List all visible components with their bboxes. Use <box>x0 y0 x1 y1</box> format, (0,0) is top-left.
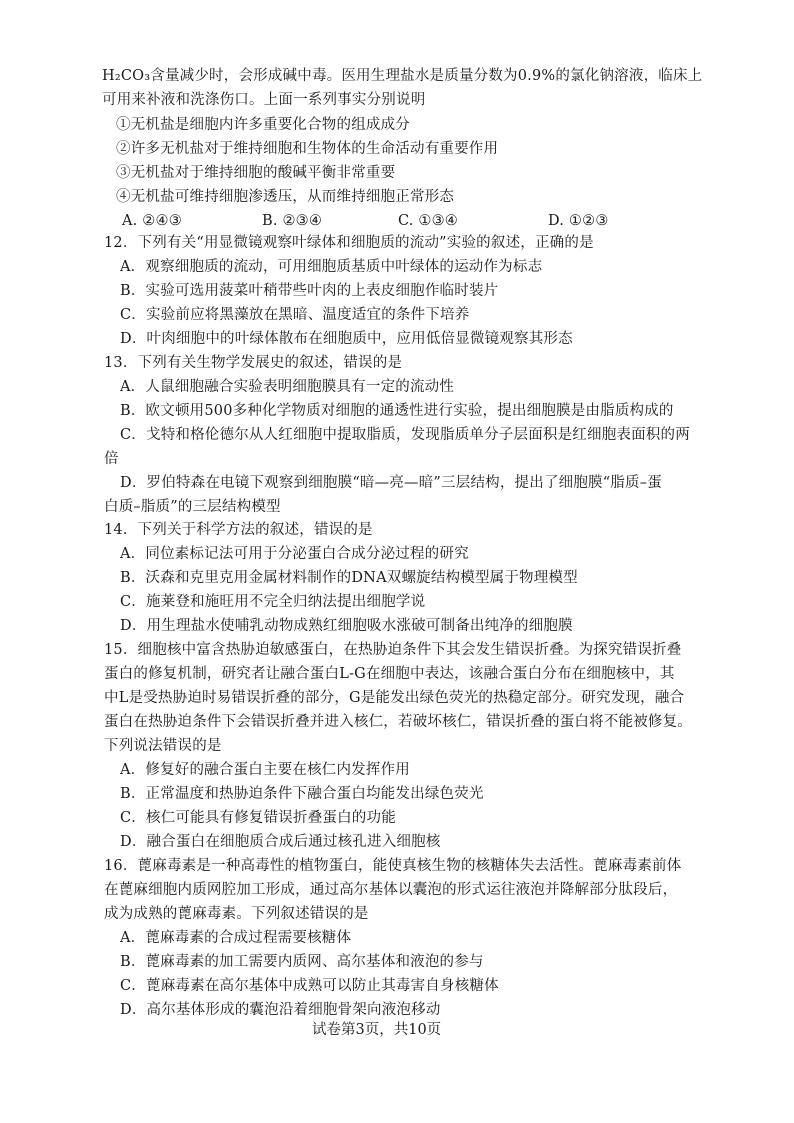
q15-stem-line-3: 中L是受热胁迫时易错误折叠的部分，G是能发出绿色荧光的热稳定部分。研究发现，融合 <box>104 690 685 706</box>
q12-option-b: B．实验可选用菠菜叶稍带些叶肉的上表皮细胞作临时装片 <box>120 283 499 299</box>
q13-option-b: B．欧文顿用500多种化学物质对细胞的通透性进行实验，提出细胞膜是由脂质构成的 <box>120 403 674 419</box>
q13-option-c-line-2: 倍 <box>104 451 119 467</box>
q12-option-d: D．叶肉细胞中的叶绿体散布在细胞质中，应用低倍显微镜观察其形态 <box>120 331 573 347</box>
q15-option-d: D．融合蛋白在细胞质合成后通过核孔进入细胞核 <box>120 834 441 850</box>
q11-statement-3: ③无机盐对于维持细胞的酸碱平衡非常重要 <box>116 165 396 181</box>
q12-option-a: A．观察细胞质的流动，可用细胞质基质中叶绿体的运动作为标志 <box>120 259 543 275</box>
q16-option-c: C．蓖麻毒素在高尔基体中成熟可以防止其毒害自身核糖体 <box>120 978 499 994</box>
q15-option-c: C．核仁可能具有修复错误折叠蛋白的功能 <box>120 810 396 826</box>
q13-option-a: A．人鼠细胞融合实验表明细胞膜具有一定的流动性 <box>120 379 455 395</box>
q15-stem-line-4: 蛋白在热胁迫条件下会错误折叠并进入核仁，若破坏核仁，错误折叠的蛋白将不能被修复。 <box>104 714 692 730</box>
q14-option-d: D．用生理盐水使哺乳动物成熟红细胞吸水涨破可制备出纯净的细胞膜 <box>120 618 573 634</box>
q16-option-d: D．高尔基体形成的囊泡沿着细胞骨架向液泡移动 <box>120 1002 441 1018</box>
q16-option-a: A．蓖麻毒素的合成过程需要核糖体 <box>120 930 352 946</box>
q15-option-b: B．正常温度和热胁迫条件下融合蛋白均能发出绿色荧光 <box>120 786 484 802</box>
q11-option-b: B. ②③④ <box>262 213 323 229</box>
q11-option-d: D. ①②③ <box>548 213 609 229</box>
q14-stem: 14．下列关于科学方法的叙述，错误的是 <box>104 522 373 538</box>
q15-stem-line-1: 15．细胞核中富含热胁迫敏感蛋白，在热胁迫条件下其会发生错误折叠。为探究错误折叠 <box>104 642 682 658</box>
q11-statement-1: ①无机盐是细胞内许多重要化合物的组成成分 <box>116 117 410 133</box>
q11-option-a: A. ②④③ <box>122 213 182 229</box>
q11-statement-4: ④无机盐可维持细胞渗透压，从而维持细胞正常形态 <box>116 189 455 205</box>
q16-stem-line-1: 16．蓖麻毒素是一种高毒性的植物蛋白，能使真核生物的核糖体失去活性。蓖麻毒素前体 <box>104 858 682 874</box>
q11-text-line-2: 可用来补液和洗涤伤口。上面一系列事实分别说明 <box>102 92 426 108</box>
q11-statement-2: ②许多无机盐对于维持细胞和生物体的生命活动有重要作用 <box>116 141 499 157</box>
q11-text-line-1: H₂CO₃含量减少时，会形成碱中毒。医用生理盐水是质量分数为0.9%的氯化钠溶液，临床上 <box>102 68 703 84</box>
q13-stem: 13．下列有关生物学发展史的叙述，错误的是 <box>104 355 403 371</box>
q14-option-c: C．施莱登和施旺用不完全归纳法提出细胞学说 <box>120 594 426 610</box>
q13-option-d-line-1: D．罗伯特森在电镜下观察到细胞膜“暗—亮—暗”三层结构，提出了细胞膜“脂质–蛋 <box>120 475 662 491</box>
page-footer: 试卷第3页，共10页 <box>312 1022 442 1038</box>
q11-option-c: C. ①③④ <box>398 213 458 229</box>
q13-option-d-line-2: 白质–脂质”的三层结构模型 <box>104 499 281 515</box>
q13-option-c-line-1: C．戈特和格伦德尔从人红细胞中提取脂质，发现脂质单分子层面积是红细胞表面积的两 <box>120 427 690 443</box>
q16-stem-line-3: 成为成熟的蓖麻毒素。下列叙述错误的是 <box>104 906 369 922</box>
q15-stem-line-5: 下列说法错误的是 <box>104 738 222 754</box>
q16-option-b: B．蓖麻毒素的加工需要内质网、高尔基体和液泡的参与 <box>120 954 484 970</box>
q14-option-b: B．沃森和克里克用金属材料制作的DNA双螺旋结构模型属于物理模型 <box>120 570 578 586</box>
q14-option-a: A．同位素标记法可用于分泌蛋白合成分泌过程的研究 <box>120 546 469 562</box>
q15-stem-line-2: 蛋白的修复机制，研究者让融合蛋白L-G在细胞中表达，该融合蛋白分布在细胞核中，其 <box>104 666 675 682</box>
q15-option-a: A．修复好的融合蛋白主要在核仁内发挥作用 <box>120 762 410 778</box>
q12-option-c: C．实验前应将黑藻放在黑暗、温度适宜的条件下培养 <box>120 307 470 323</box>
q12-stem: 12．下列有关“用显微镜观察叶绿体和细胞质的流动”实验的叙述，正确的是 <box>104 235 594 251</box>
q16-stem-line-2: 在蓖麻细胞内质网腔加工形成，通过高尔基体以囊泡的形式运往液泡并降解部分肽段后， <box>104 882 678 898</box>
